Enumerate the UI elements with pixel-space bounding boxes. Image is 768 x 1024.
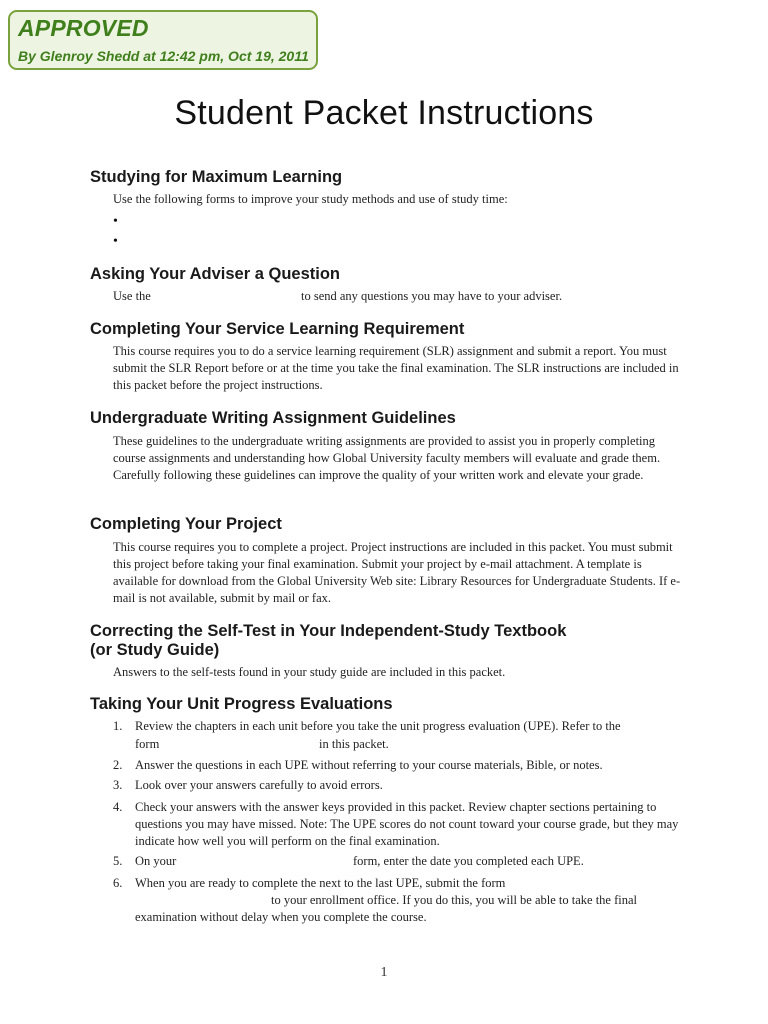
upe-item-6-line3: examination without delay when you complete the course.: [135, 910, 427, 924]
upe-item-6-line1: When you are ready to complete the next to the last UPE, submit the form: [135, 876, 506, 890]
upe-item-4-number: 4.: [113, 800, 123, 814]
upe-item-6-number: 6.: [113, 876, 123, 890]
heading-project: Completing Your Project: [90, 515, 282, 533]
heading-writing-guidelines: Undergraduate Writing Assignment Guidelines: [90, 409, 456, 427]
adviser-text-after: to send any questions you may have to your adviser.: [301, 289, 563, 303]
service-learning-text: This course requires you to do a service learning requirement (SLR) assignment and submit a report. You must submit the SLR Report before or at the time you take the final examination. The SLR instructions are included in this packet before the project instructions.: [113, 344, 679, 392]
upe-item-1-end: in this packet.: [319, 737, 389, 751]
page-title: Student Packet Instructions: [174, 94, 594, 132]
upe-item-1-text: Review the chapters in each unit before you take the unit progress evaluation (UPE). Refer to the: [135, 719, 621, 733]
upe-item-2-text: Answer the questions in each UPE without referring to your course materials, Bible, or notes.: [135, 758, 603, 772]
studying-text: Use the following forms to improve your study methods and use of study time:: [113, 192, 508, 206]
upe-item-1-form: form: [135, 737, 160, 751]
heading-self-test: Correcting the Self-Test in Your Independent-Study Textbook: [90, 622, 567, 640]
stamp-title: APPROVED: [18, 15, 149, 41]
heading-service-learning: Completing Your Service Learning Requirement: [90, 320, 465, 338]
upe-item-6-line2: to your enrollment office. If you do this, you will be able to take the final: [271, 893, 637, 907]
page-number: 1: [380, 965, 388, 980]
stamp-approved-by: By Glenroy Shedd at 12:42 pm, Oct 19, 2011: [18, 48, 309, 64]
upe-item-4-text: Check your answers with the answer keys provided in this packet. Review chapter sections pertaining to questions you may have missed. Note: The UPE scores do not count toward your course grade, but they may indicate how well you will perform on the final examination.: [135, 800, 679, 848]
approval-stamp: [8, 10, 318, 70]
heading-upe: Taking Your Unit Progress Evaluations: [90, 695, 393, 713]
upe-item-5-text-b: form, enter the date you completed each UPE.: [353, 854, 584, 868]
upe-item-2-number: 2.: [113, 758, 123, 772]
writing-guidelines-text: These guidelines to the undergraduate writing assignments are provided to assist you in properly completing course assignments and understanding how Global University faculty members will evaluate and grade them. Carefully following these guidelines can improve the quality of your written work and elevate your grade.: [113, 434, 661, 482]
studying-bullet-1: •: [113, 214, 118, 229]
self-test-text: Answers to the self-tests found in your study guide are included in this packet.: [113, 665, 506, 679]
heading-studying: Studying for Maximum Learning: [90, 168, 343, 186]
upe-item-3-text: Look over your answers carefully to avoid errors.: [135, 778, 383, 792]
upe-item-5-text-a: On your: [135, 854, 177, 868]
adviser-text-before: Use the: [113, 289, 151, 303]
upe-item-5-number: 5.: [113, 854, 123, 868]
heading-adviser: Asking Your Adviser a Question: [90, 265, 341, 283]
heading-self-test-line2: (or Study Guide): [90, 641, 220, 659]
upe-item-3-number: 3.: [113, 778, 123, 792]
studying-bullet-2: •: [113, 234, 118, 249]
project-text: This course requires you to complete a project. Project instructions are included in this packet. You must submit this project before taking your final examination. Submit your project by e-mail attachment. A template is available for download from the Global University Web site: Library Resources for Undergraduate Students. If e-mail is not available, submit by mail or fax.: [113, 540, 681, 605]
upe-item-1-number: 1.: [113, 719, 123, 733]
